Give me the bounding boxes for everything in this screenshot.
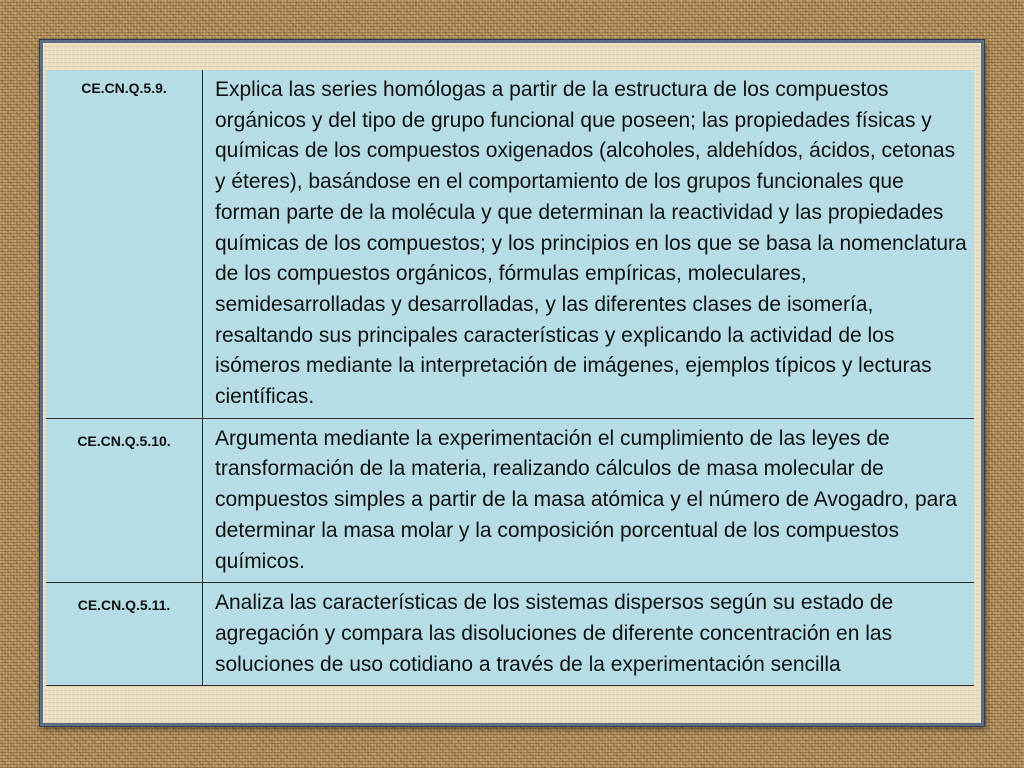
criterion-code: CE.CN.Q.5.11. — [46, 583, 203, 686]
criterion-description: Argumenta mediante la experimentación el cumplimiento de las leyes de transformación de la materia, realizando cálculos de masa molecular de compuestos simples a partir de la masa atómica y el número de Avogadro, para determinar la masa molar y la composición porcentual de los compuestos químicos. — [203, 418, 975, 583]
table-row — [46, 583, 974, 686]
criterion-description: Explica las series homólogas a partir de la estructura de los compuestos orgánicos y del tipo de grupo funcional que poseen; las propiedades físicas y químicas de los compuestos oxigenados (alcoholes, aldehídos, ácidos, cetonas y éteres), basándose en el comportamiento de los grupos funcionales que forman parte de la molécula y que determinan la reactividad y las propiedades químicas de los compuestos; y los principios en los que se basa la nomenclatura de los compuestos orgánicos, fórmulas empíricas, moleculares, semidesarrolladas y desarrolladas, y las diferentes clases de isomería, resaltando sus principales características y explicando la actividad de los isómeros mediante la interpretación de imágenes, ejemplos típicos y lecturas científicas. — [203, 70, 975, 418]
table-row — [46, 70, 974, 418]
criterion-code: CE.CN.Q.5.9. — [46, 70, 203, 418]
slide-panel — [40, 40, 984, 726]
criterion-description: Analiza las características de los sistemas dispersos según su estado de agregación y compara las disoluciones de diferente concentración en las soluciones de uso cotidiano a través de la experimentación sencilla — [203, 583, 975, 686]
criteria-table — [46, 70, 974, 686]
table-row — [46, 418, 974, 583]
criterion-code: CE.CN.Q.5.10. — [46, 418, 203, 583]
